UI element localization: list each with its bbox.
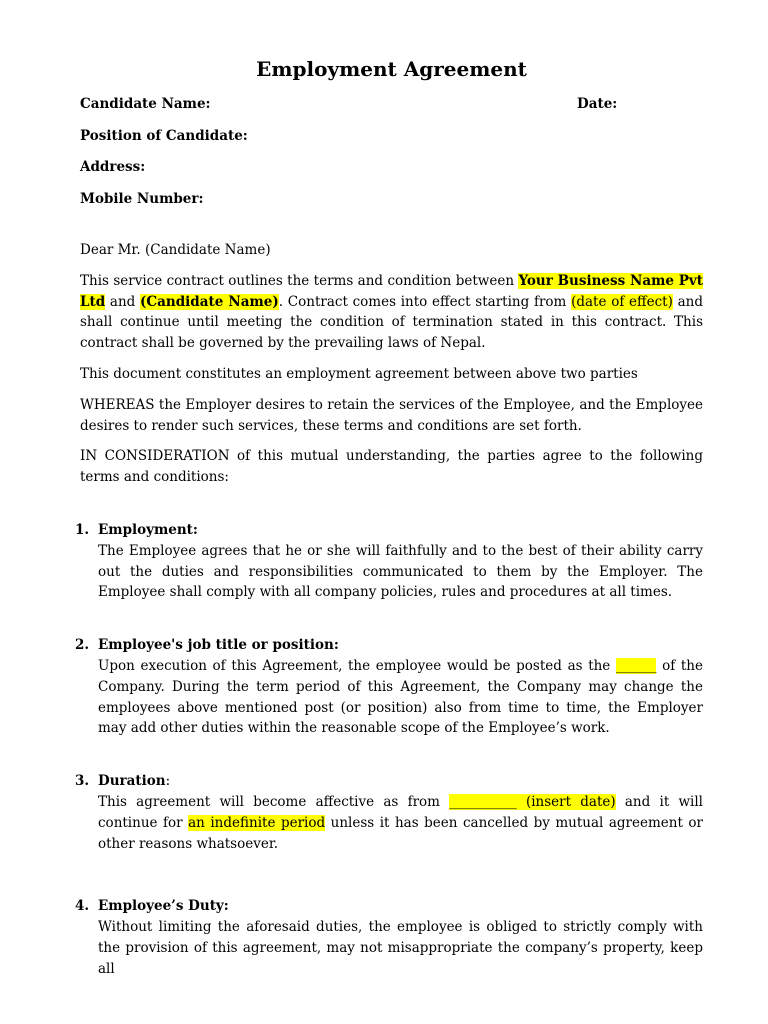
- salutation: Dear Mr. (Candidate Name): [80, 242, 271, 258]
- date-of-effect-highlight: (date of effect): [571, 293, 673, 310]
- section-employment: [75, 520, 703, 603]
- address-label: Address:: [80, 159, 146, 175]
- section-job-title: [75, 635, 703, 739]
- duration-text-b: and it will continue for: [98, 793, 704, 831]
- insert-date-highlight: __________ (insert date): [449, 793, 616, 810]
- section-duration: [75, 771, 704, 854]
- intro-text-d: and shall continue until meeting the condition of termination stated in this contract. This contract shall be governed by the prevailing laws of Nepal.: [80, 293, 703, 352]
- parties-paragraph: This document constitutes an employment agreement between above two parties: [80, 365, 638, 382]
- business-name-highlight: Your Business Name Pvt Ltd: [80, 272, 703, 310]
- position-row: [80, 126, 703, 158]
- candidate-name-row: [80, 94, 703, 126]
- candidate-info-block: [80, 94, 703, 220]
- section-heading: Employee's job title or position:: [98, 637, 339, 654]
- section-text: The Employee agrees that he or she will faithfully and to the best of their ability carry out the duties and responsibilities communicated to them by the Employer. The Employee shall comply with all company policies, rules and procedures at all times.: [98, 542, 703, 601]
- address-row: [80, 157, 703, 189]
- section-number: 3.: [75, 773, 90, 790]
- section-heading: Employee’s Duty:: [98, 898, 229, 915]
- job-title-blank-highlight: ______: [615, 657, 657, 674]
- section-employee-duty: [75, 896, 703, 979]
- intro-text-b: and: [105, 293, 141, 310]
- document-title: Employment Agreement: [256, 57, 527, 81]
- job-title-text-b: of the Company. During the term period of this Agreement, the Company may change the employees above mentioned post (or position) also from time to time, the Employer may add other duties within the reasonable scope of the Employee’s work.: [98, 657, 703, 737]
- section-number: 1.: [75, 521, 90, 538]
- section-number: 2.: [75, 637, 90, 654]
- position-label: Position of Candidate:: [80, 127, 248, 144]
- section-text: [80, 792, 703, 854]
- duration-text-c: unless it has been cancelled by mutual agreement or other reasons whatsoever.: [98, 814, 703, 852]
- intro-text-c: . Contract comes into effect starting from: [278, 293, 572, 310]
- section-heading: Employment:: [98, 521, 198, 538]
- document-body: [75, 240, 704, 980]
- section-heading-colon: :: [165, 773, 171, 790]
- candidate-name-highlight: (Candidate Name): [140, 293, 279, 310]
- section-number: 4.: [75, 898, 90, 915]
- section-heading: Duration: [98, 773, 166, 790]
- date-label: Date:: [577, 96, 618, 112]
- consideration-paragraph: IN CONSIDERATION of this mutual understanding, the parties agree to the following terms and conditions:: [80, 448, 703, 486]
- indefinite-period-highlight: an indefinite period: [188, 814, 326, 831]
- candidate-name-label: Candidate Name:: [80, 96, 211, 112]
- intro-text-a: This service contract outlines the terms and condition between: [80, 272, 519, 289]
- mobile-label: Mobile Number:: [80, 190, 204, 207]
- section-text: Without limiting the aforesaid duties, the employee is obliged to strictly comply with the provision of this agreement, may not misappropriate the company’s property, keep all: [98, 919, 703, 977]
- intro-paragraph: [80, 271, 703, 354]
- mobile-row: [80, 189, 703, 221]
- job-title-text-a: Upon execution of this Agreement, the employee would be posted as the: [98, 657, 616, 674]
- section-text: [80, 656, 703, 739]
- whereas-paragraph: WHEREAS the Employer desires to retain the services of the Employee, and the Employee desires to render such services, these terms and conditions are set forth.: [80, 396, 703, 434]
- duration-text-a: This agreement will become affective as from: [98, 793, 450, 810]
